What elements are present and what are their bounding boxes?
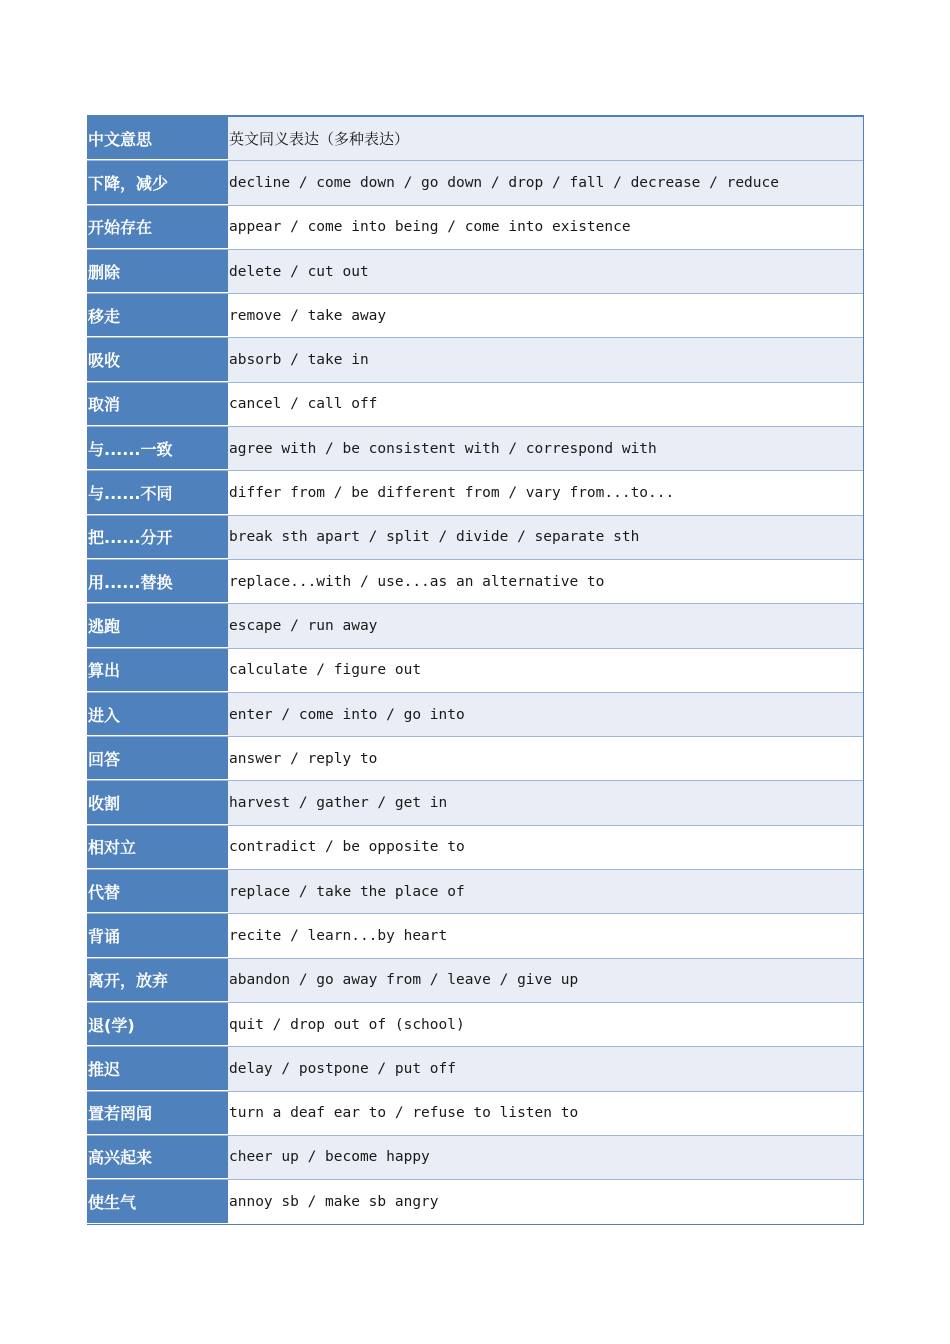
table-row <box>87 206 863 250</box>
en-synonyms-cell: decline / come down / go down / drop / fall / decrease / reduce <box>228 161 863 204</box>
table-row <box>87 383 863 427</box>
table-row <box>87 649 863 693</box>
table-row <box>87 1092 863 1136</box>
cn-meaning-cell: 置若罔闻 <box>87 1092 228 1135</box>
en-synonyms-cell: delete / cut out <box>228 250 863 293</box>
en-synonyms-cell: quit / drop out of (school) <box>228 1003 863 1046</box>
cn-meaning-cell: 取消 <box>87 383 228 426</box>
cn-meaning-cell: 收割 <box>87 781 228 824</box>
table-row <box>87 914 863 958</box>
cn-meaning-cell: 与......不同 <box>87 471 228 514</box>
cn-meaning-cell: 回答 <box>87 737 228 780</box>
cn-meaning-cell: 与......一致 <box>87 427 228 470</box>
table-row <box>87 604 863 648</box>
en-synonyms-cell: replace / take the place of <box>228 870 863 913</box>
table-row <box>87 1003 863 1047</box>
en-synonyms-cell: harvest / gather / get in <box>228 781 863 824</box>
en-synonyms-cell: annoy sb / make sb angry <box>228 1180 863 1224</box>
table-row <box>87 560 863 604</box>
table-row <box>87 294 863 338</box>
en-synonyms-cell: agree with / be consistent with / correspond with <box>228 427 863 470</box>
cn-meaning-cell: 移走 <box>87 294 228 337</box>
en-synonyms-cell: delay / postpone / put off <box>228 1047 863 1090</box>
en-synonyms-cell: abandon / go away from / leave / give up <box>228 959 863 1002</box>
table-row <box>87 826 863 870</box>
en-synonyms-cell: recite / learn...by heart <box>228 914 863 957</box>
table-header-row <box>87 117 863 161</box>
cn-meaning-cell: 算出 <box>87 649 228 692</box>
cn-meaning-cell: 退(学) <box>87 1003 228 1046</box>
cn-meaning-cell: 代替 <box>87 870 228 913</box>
table-row <box>87 250 863 294</box>
cn-meaning-cell: 高兴起来 <box>87 1136 228 1179</box>
cn-meaning-cell: 离开，放弃 <box>87 959 228 1002</box>
en-synonyms-cell: calculate / figure out <box>228 649 863 692</box>
cn-meaning-cell: 背诵 <box>87 914 228 957</box>
en-synonyms-cell: replace...with / use...as an alternative to <box>228 560 863 603</box>
cn-meaning-cell: 吸收 <box>87 338 228 381</box>
cn-meaning-cell: 开始存在 <box>87 206 228 249</box>
en-synonyms-cell: contradict / be opposite to <box>228 826 863 869</box>
table-row <box>87 338 863 382</box>
table-row <box>87 1136 863 1180</box>
table-row <box>87 1180 863 1224</box>
table-row <box>87 781 863 825</box>
en-synonyms-cell: turn a deaf ear to / refuse to listen to <box>228 1092 863 1135</box>
table-row <box>87 427 863 471</box>
en-synonyms-cell: enter / come into / go into <box>228 693 863 736</box>
cn-meaning-cell: 逃跑 <box>87 604 228 647</box>
cn-meaning-cell: 把......分开 <box>87 516 228 559</box>
cn-meaning-cell: 用......替换 <box>87 560 228 603</box>
en-synonyms-cell: escape / run away <box>228 604 863 647</box>
cn-meaning-cell: 下降，减少 <box>87 161 228 204</box>
cn-meaning-cell: 删除 <box>87 250 228 293</box>
en-synonyms-cell: differ from / be different from / vary from...to... <box>228 471 863 514</box>
cn-meaning-cell: 相对立 <box>87 826 228 869</box>
table-row <box>87 471 863 515</box>
table-row <box>87 693 863 737</box>
en-synonyms-cell: absorb / take in <box>228 338 863 381</box>
table-row <box>87 516 863 560</box>
en-synonyms-cell: remove / take away <box>228 294 863 337</box>
en-synonyms-cell: answer / reply to <box>228 737 863 780</box>
table-row <box>87 737 863 781</box>
table-row <box>87 870 863 914</box>
header-cn-cell: 中文意思 <box>87 117 228 160</box>
table-row <box>87 959 863 1003</box>
table-row <box>87 1047 863 1091</box>
cn-meaning-cell: 使生气 <box>87 1180 228 1224</box>
en-synonyms-cell: cancel / call off <box>228 383 863 426</box>
table-row <box>87 161 863 205</box>
cn-meaning-cell: 进入 <box>87 693 228 736</box>
cn-meaning-cell: 推迟 <box>87 1047 228 1090</box>
synonym-table <box>87 115 864 1225</box>
en-synonyms-cell: break sth apart / split / divide / separate sth <box>228 516 863 559</box>
header-en-cell: 英文同义表达（多种表达） <box>228 117 863 160</box>
en-synonyms-cell: cheer up / become happy <box>228 1136 863 1179</box>
en-synonyms-cell: appear / come into being / come into existence <box>228 206 863 249</box>
